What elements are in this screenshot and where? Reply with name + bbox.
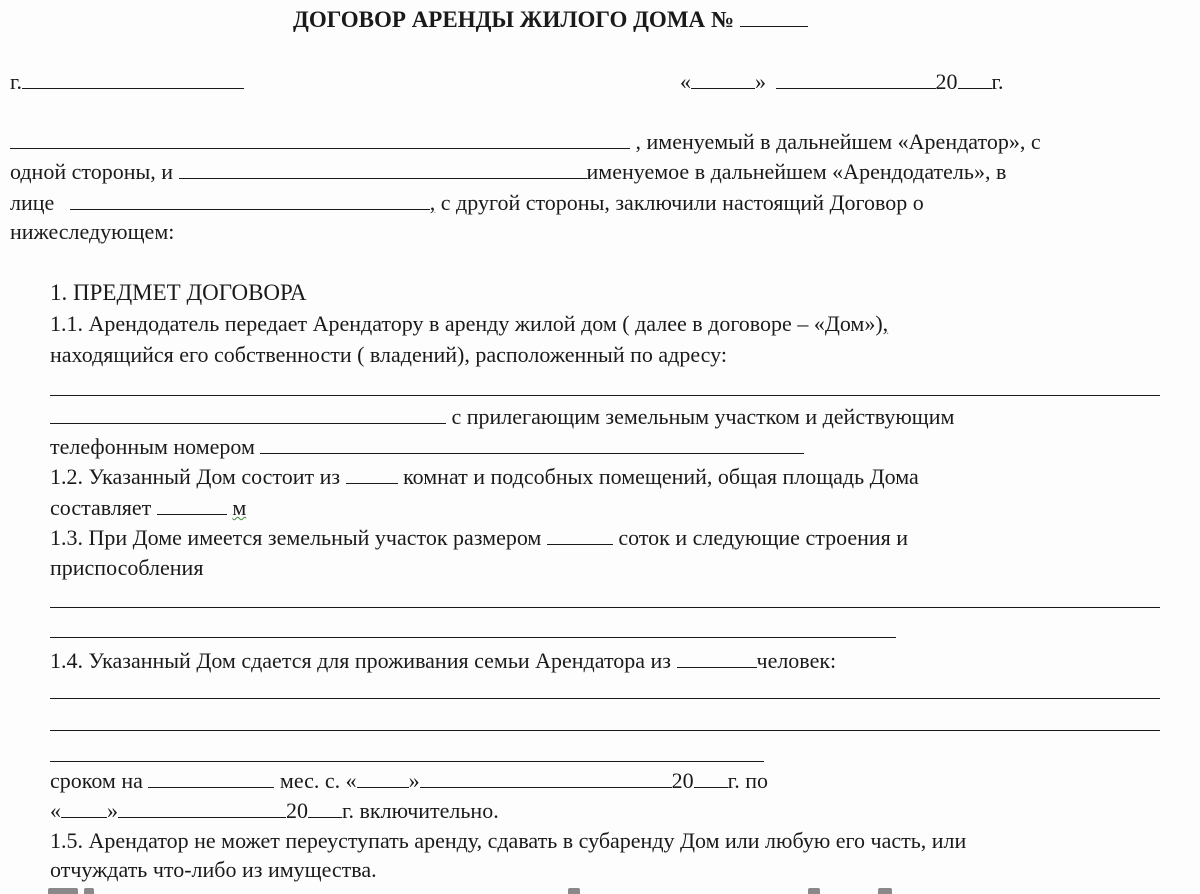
family-blank-line-3 [50, 761, 764, 762]
term-start-year-blank [694, 767, 728, 788]
family-blank-line-1 [50, 698, 1160, 699]
rooms-count-blank [346, 463, 398, 484]
address-blank-line-1 [50, 395, 1160, 396]
term-end-year-blank [308, 797, 342, 818]
term-start-month-blank [420, 767, 672, 788]
family-blank-line-2 [50, 730, 1160, 731]
clause-1-1-line-5: телефонным номером [50, 433, 804, 460]
clause-1-5-line-1: 1.5. Арендатор не может переуступать аренду, сдавать в субаренду Дом или любую его часть, или [50, 828, 967, 853]
term-end-day-blank [61, 797, 107, 818]
clause-1-3-line-2: приспособления [50, 555, 204, 580]
preamble-line-4: нижеследующем: [10, 219, 175, 244]
structures-blank-line-1 [50, 607, 1160, 608]
contract-number-blank [740, 6, 808, 27]
plot-size-blank [547, 524, 613, 545]
term-end-month-blank [118, 797, 286, 818]
preamble-line-3: лице , с другой стороны, заключили настоящий Договор о [10, 190, 924, 215]
cutoff-fragment [878, 888, 892, 894]
structures-blank-line-2 [50, 637, 896, 638]
representative-blank [70, 189, 430, 210]
year-blank [958, 68, 992, 89]
document-title: ДОГОВОР АРЕНДЫ ЖИЛОГО ДОМА № [293, 6, 808, 33]
clause-1-1-line-4: с прилегающим земельным участком и действующим [50, 403, 954, 430]
phone-number-blank [260, 433, 804, 454]
persons-count-blank [677, 647, 757, 668]
month-blank [776, 68, 936, 89]
term-start-day-blank [357, 767, 409, 788]
clause-1-3-line-1: 1.3. При Доме имеется земельный участок размером соток и следующие строения и [50, 525, 909, 550]
clause-1-5-line-2: отчуждать что-либо из имущества. [50, 857, 377, 882]
term-line-1: сроком на мес. с. « » 20 г. по [50, 768, 768, 793]
clause-1-6-cutoff [48, 878, 1148, 894]
term-line-2: « » 20 г. включительно. [50, 798, 499, 823]
landlord-name-blank [179, 158, 587, 179]
address-blank-line-2 [50, 403, 446, 424]
clause-1-2-line-2: составляет м [50, 495, 247, 520]
tenant-name-blank [10, 128, 630, 149]
clause-1-1-line-2: находящийся его собственности ( владений), расположенный по адресу: [50, 342, 727, 367]
term-months-blank [148, 767, 274, 788]
cutoff-fragment [808, 888, 820, 894]
section-1-heading: 1. ПРЕДМЕТ ДОГОВОРА [50, 280, 307, 305]
preamble-line-2: одной стороны, и именуемое в дальнейшем «Арендодатель», в [10, 159, 1007, 184]
day-blank [691, 68, 755, 89]
clause-1-4-line-1: 1.4. Указанный Дом сдается для проживания семьи Арендатора из человек: [50, 648, 837, 673]
cutoff-fragment [48, 888, 78, 894]
city-blank [22, 68, 244, 89]
cutoff-fragment [568, 888, 580, 894]
city-line: г. [10, 68, 244, 95]
clause-1-1-line-1: 1.1. Арендодатель передает Арендатору в аренду жилой дом ( далее в договоре – «Дом»), [50, 311, 889, 336]
preamble-line-1: , именуемый в дальнейшем «Арендатор», с [10, 128, 1041, 155]
area-blank [157, 494, 227, 515]
cutoff-fragment [84, 888, 94, 894]
date-line: « » 20 г. [680, 69, 1004, 94]
clause-1-2-line-1: 1.2. Указанный Дом состоит из комнат и подсобных помещений, общая площадь Дома [50, 464, 919, 489]
